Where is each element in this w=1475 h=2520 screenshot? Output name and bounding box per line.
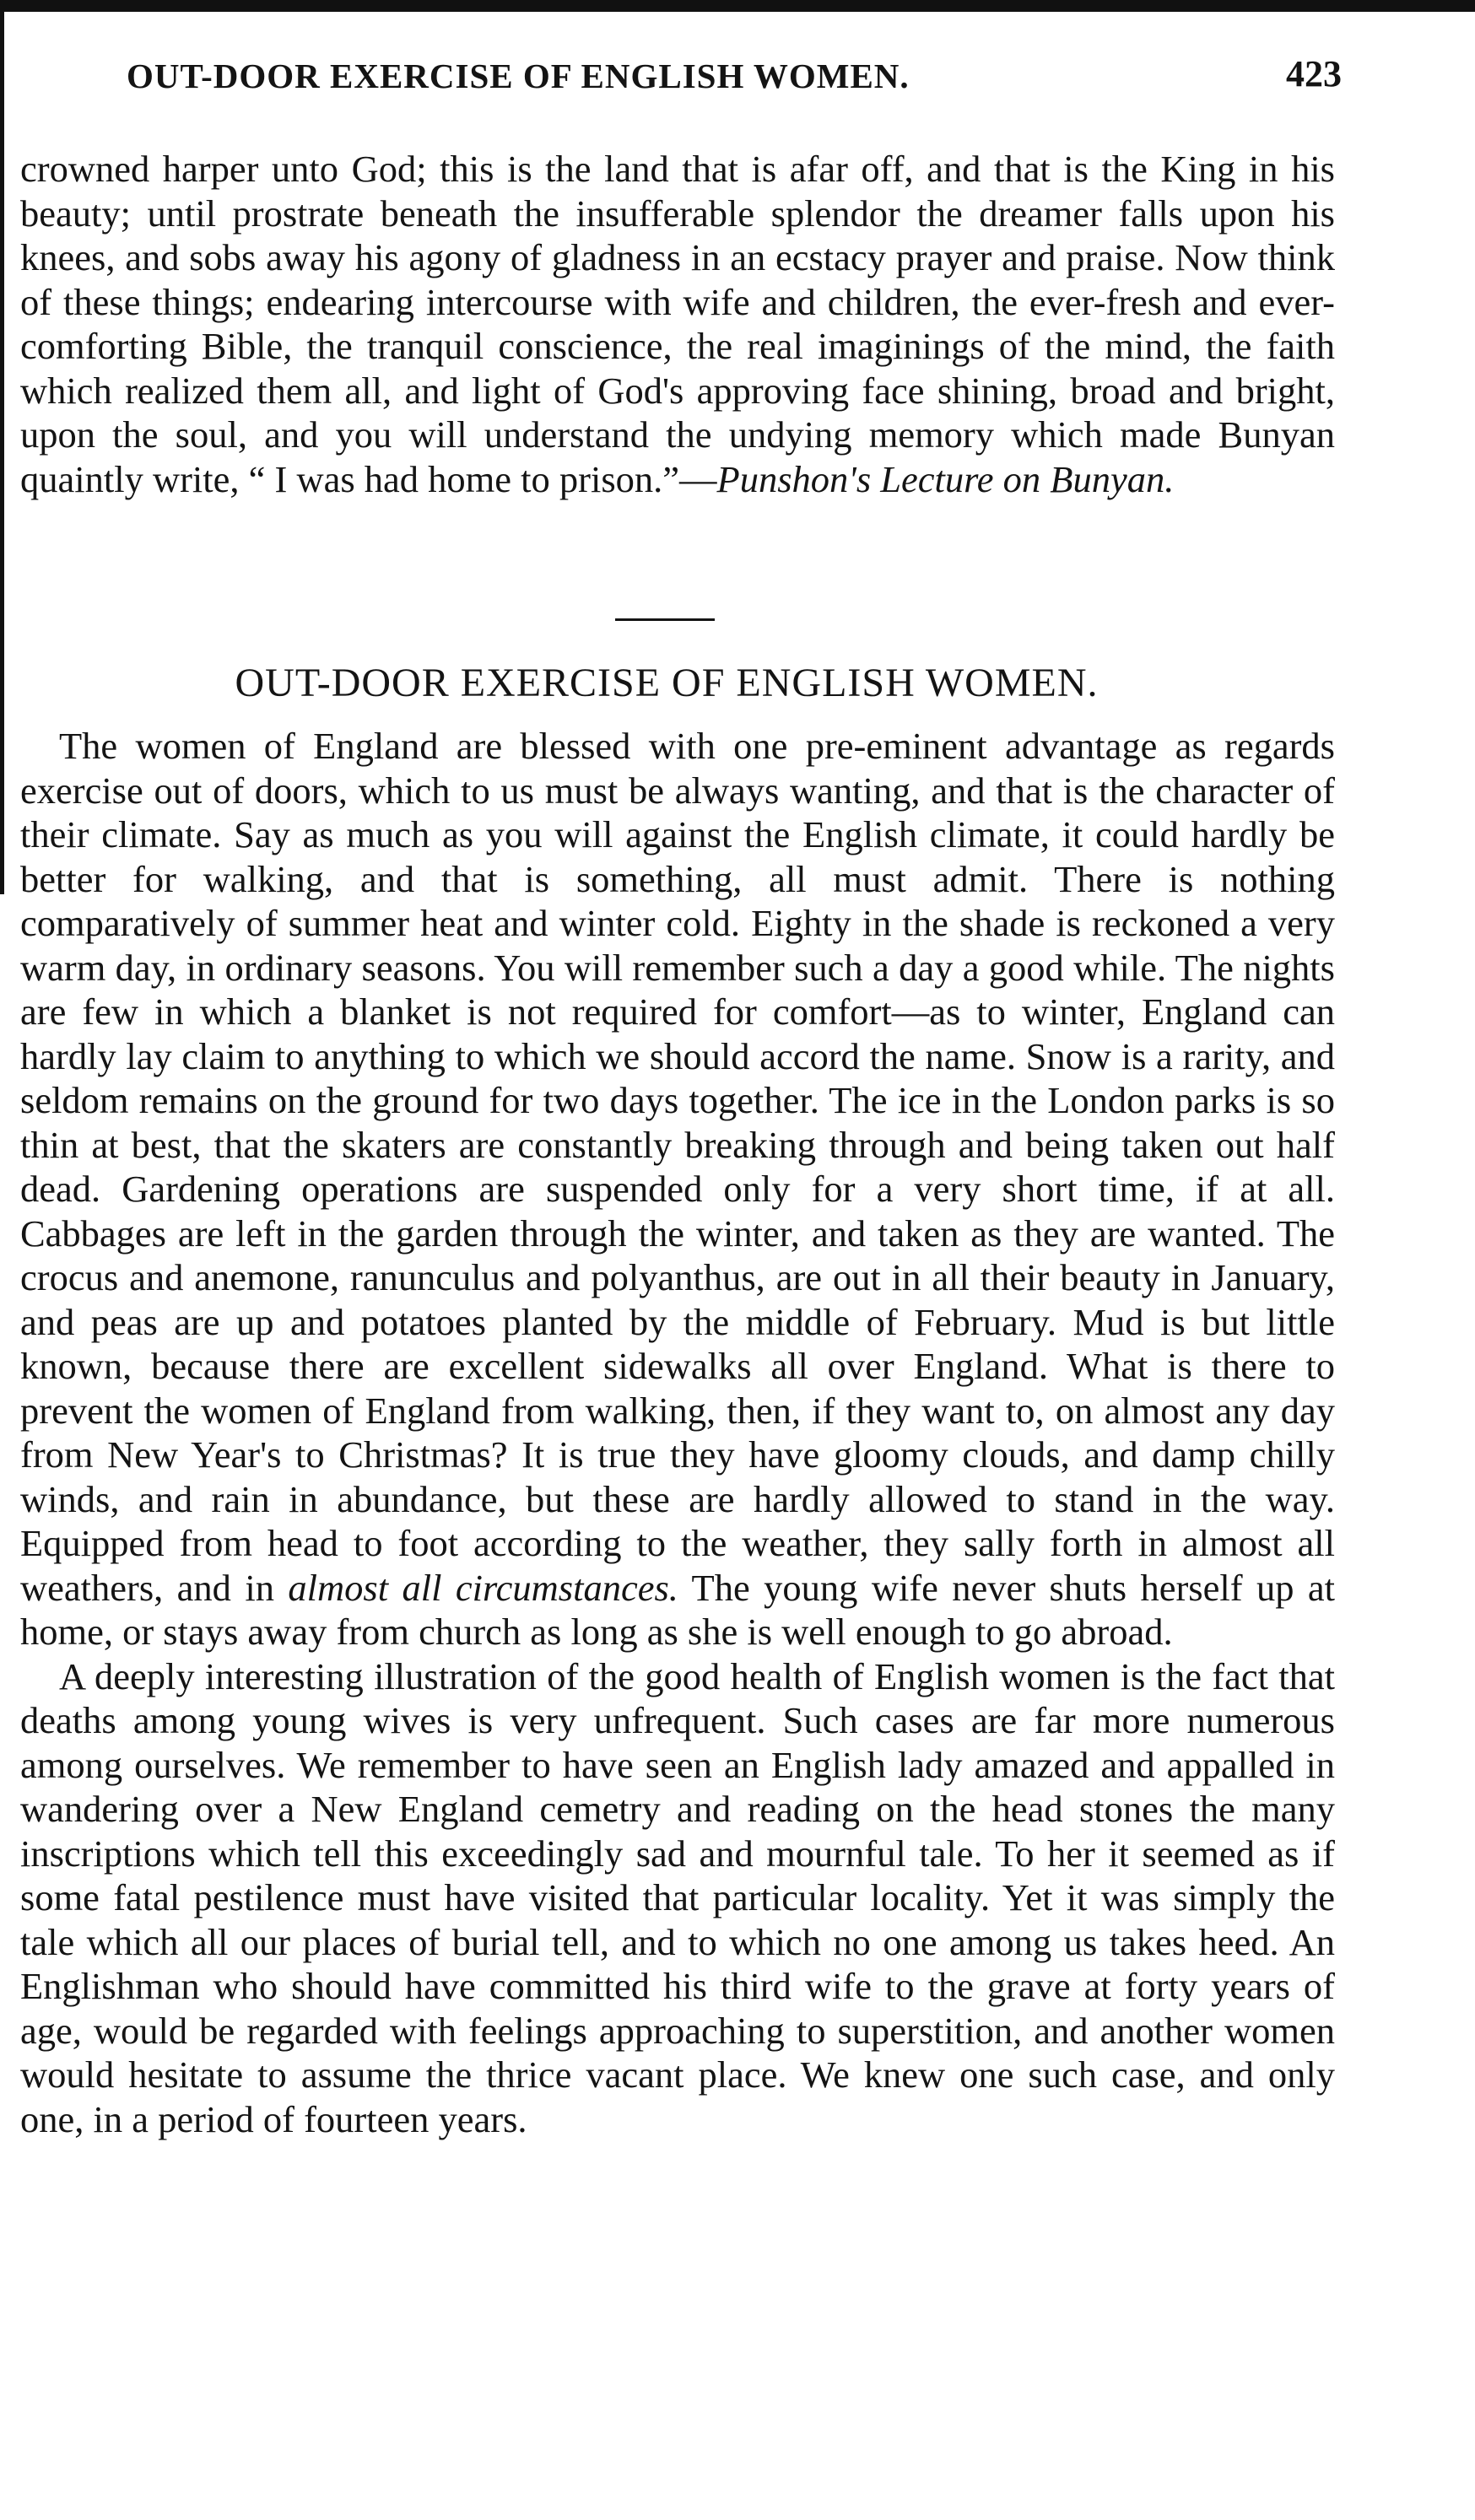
page-left-edge-rule	[0, 0, 4, 894]
page-top-edge-rule	[0, 0, 1475, 12]
section-divider	[615, 618, 715, 621]
paragraph-1-end: The young wife never shuts herself up at home, or stays away from church as long as she is well enough to go abroad.	[20, 1566, 1335, 1653]
article-paragraph-1	[20, 724, 1335, 1654]
page-number: 423	[1286, 53, 1342, 94]
article-paragraph-2: A deeply interesting illustration of the good health of English women is the fact that deaths among young wives is very unfrequent. Such cases are far more numerous among ourselves. We remember to have seen an English lady amazed and appalled in wandering over a New England cemetry and reading on the head stones the many inscriptions which tell this exceedingly sad and mournful tale. To her it seemed as if some fatal pestilence must have visited that particular locality. Yet it was simply the tale which all our places of burial tell, and to which no one among us takes heed. An Englishman who should have committed his third wife to the grave at forty years of age, would be regarded with feelings approaching to superstition, and another women would hesitate to assume the thrice vacant place. We knew one such case, and only one, in a period of fourteen years.	[20, 1654, 1335, 2140]
running-header-title: OUT-DOOR EXERCISE OF ENGLISH WOMEN.	[127, 57, 910, 95]
source-citation: Punshon's Lecture on Bunyan.	[716, 457, 1175, 500]
continued-text: crowned harper unto God; this is the land that is afar off, and that is the King in his beauty; until prostrate beneath the insufferable splendor the dreamer falls upon his knees, and sobs away his agony of gladness in an ecstacy prayer and praise. Now think of these things; endearing intercourse with wife and children, the ever-fresh and ever-comforting Bible, the tranquil conscience, the real imaginings of the mind, the faith which realized them all, and light of God's approving face shining, broad and bright, upon the soul, and you will understand the undying memory which made Bunyan quaintly write, “ I was had home to prison.”—	[20, 148, 1335, 500]
article-body	[20, 724, 1335, 2141]
article-title: OUT-DOOR EXERCISE OF ENGLISH WOMEN.	[235, 661, 1099, 705]
paragraph-1-emphasis: almost all circumstances.	[288, 1566, 678, 1609]
paragraph-1-start: The women of England are blessed with one pre-eminent advantage as regards exercise out of doors, which to us must be always wanting, and that is the character of their climate. Say as much as you will against the English climate, it could hardly be better for walking, and that is something, all must admit. There is nothing comparatively of summer heat and winter cold. Eighty in the shade is reckoned a very warm day, in ordinary seasons. You will remember such a day a good while. The nights are few in which a blanket is not required for comfort—as to winter, England can hardly lay claim to anything to which we should accord the name. Snow is a rarity, and seldom remains on the ground for two days together. The ice in the London parks is so thin at best, that the skaters are constantly breaking through and being taken out half dead. Gardening operations are suspended only for a very short time, if at all. Cabbages are left in the garden through the winter, and taken as they are wanted. The crocus and anemone, ranunculus and polyanthus, are out in all their beauty in January, and peas are up and potatoes planted by the middle of February. Mud is but little known, because there are excellent sidewalks all over England. What is there to prevent the women of England from walking, then, if they want to, on almost any day from New Year's to Christmas? It is true they have gloomy clouds, and damp chilly winds, and rain in abundance, but these are hardly allowed to stand in the way. Equipped from head to foot according to the weather, they sally forth in almost all weathers, and in	[20, 725, 1335, 1609]
continued-passage	[20, 147, 1335, 501]
continued-paragraph	[20, 147, 1335, 501]
